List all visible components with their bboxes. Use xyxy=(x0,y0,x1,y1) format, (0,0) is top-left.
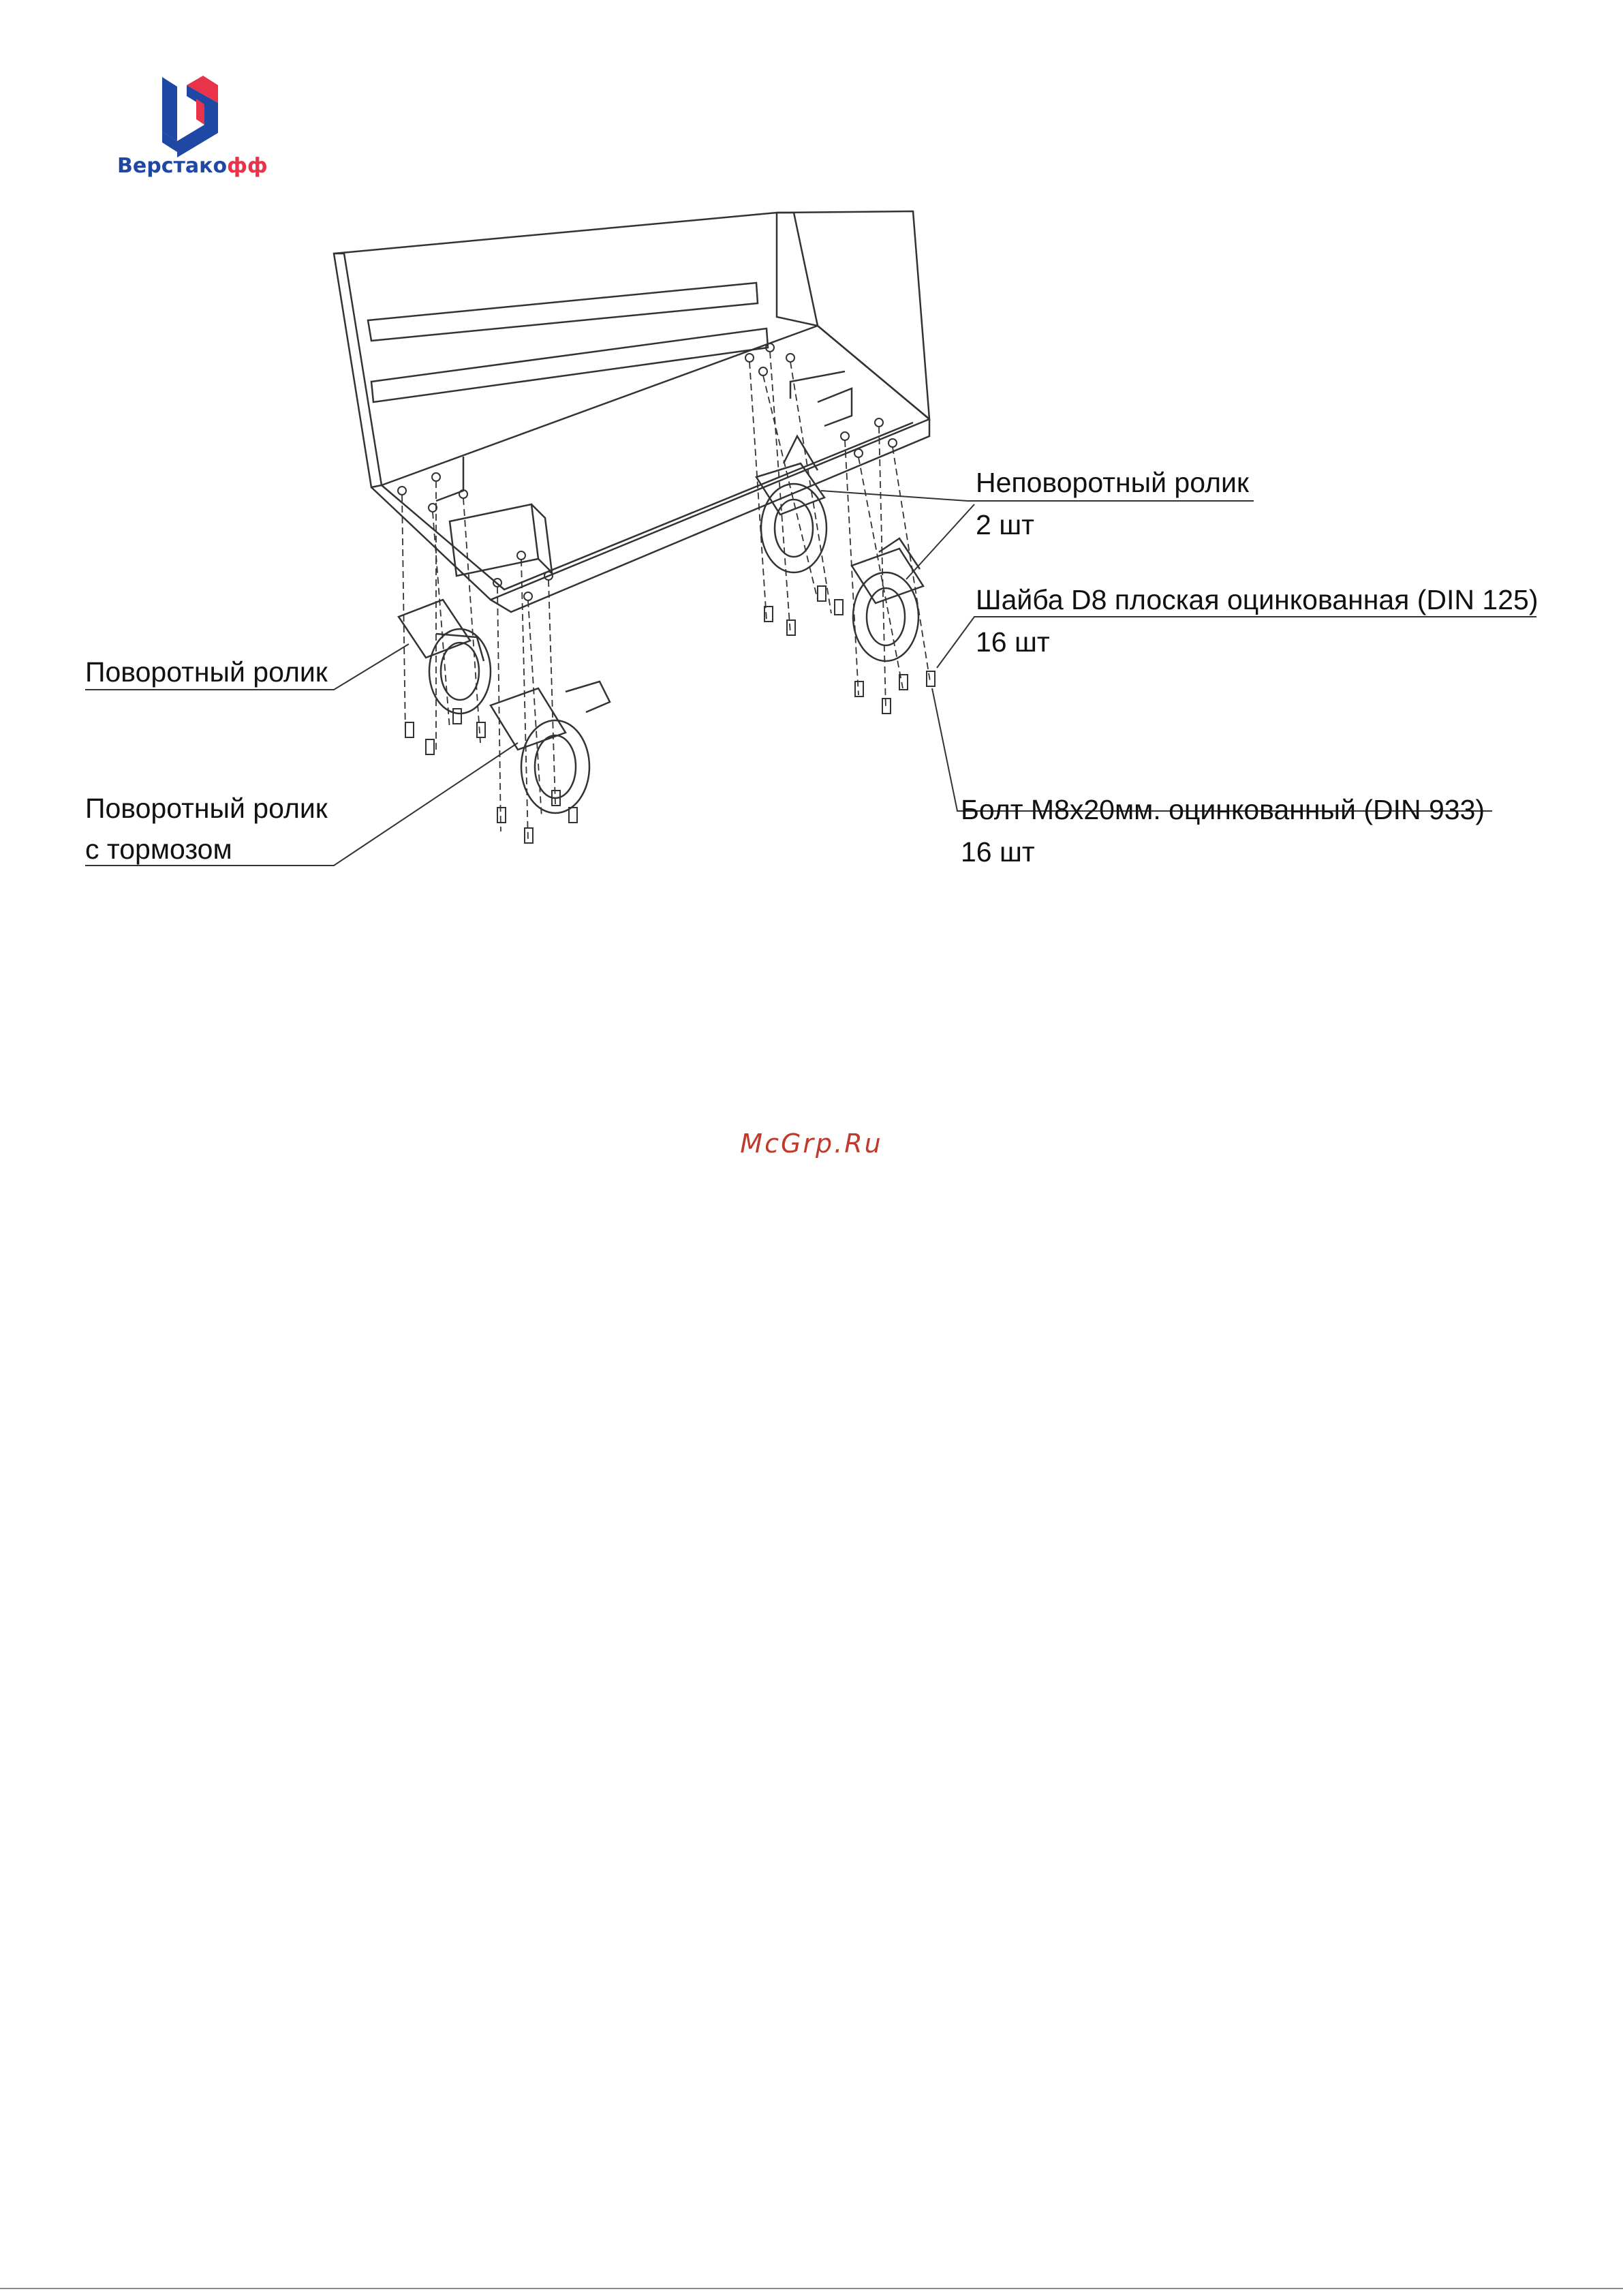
fixed-caster-2 xyxy=(852,538,923,661)
watermark: McGrp.Ru xyxy=(740,1129,883,1159)
fixed-caster-1 xyxy=(756,436,826,572)
label-bolt: Болт М8х20мм. оцинкованный (DIN 933) xyxy=(961,794,1485,825)
bolts-washers xyxy=(405,586,935,843)
label-swivel-caster: Поворотный ролик xyxy=(85,656,328,688)
assembly-lines xyxy=(402,352,930,842)
label-washer-qty: 16 шт xyxy=(976,626,1050,658)
footer-divider xyxy=(0,2288,1623,2289)
cabinet-body xyxy=(334,211,929,612)
label-fixed-caster-qty: 2 шт xyxy=(976,509,1034,540)
label-swivel-caster-brake-2: с тормозом xyxy=(85,833,232,865)
label-washer: Шайба D8 плоская оцинкованная (DIN 125) xyxy=(976,584,1539,615)
label-swivel-caster-brake: Поворотный ролик xyxy=(85,793,328,824)
label-bolt-qty: 16 шт xyxy=(961,836,1035,868)
swivel-caster-brake xyxy=(491,682,610,813)
caster-assembly-drawing xyxy=(0,0,1623,886)
label-fixed-caster: Неповоротный ролик xyxy=(976,467,1249,498)
brand-name: Верстакофф xyxy=(117,154,268,178)
